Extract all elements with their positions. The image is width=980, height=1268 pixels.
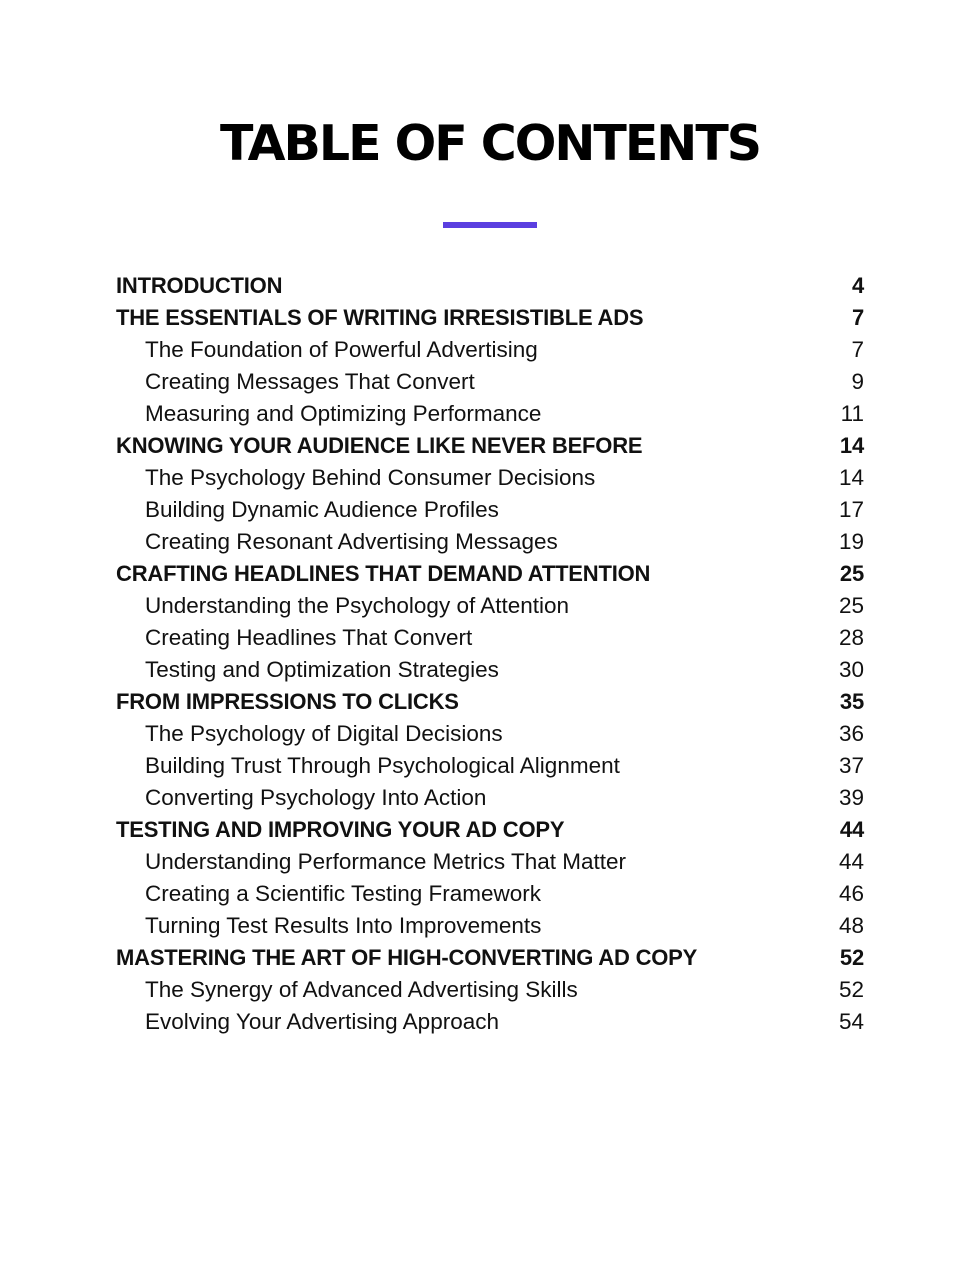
toc-chapter-entry xyxy=(116,430,864,462)
toc-entry-title: Testing and Optimization Strategies xyxy=(145,657,499,682)
toc-section-entry xyxy=(116,718,864,750)
toc-entry-title: TESTING AND IMPROVING YOUR AD COPY xyxy=(116,817,565,842)
toc-section-entry xyxy=(116,974,864,1006)
title-accent-rule xyxy=(443,222,537,228)
toc-entry-title: THE ESSENTIALS OF WRITING IRRESISTIBLE ADS xyxy=(116,305,644,330)
table-of-contents xyxy=(116,270,864,1038)
toc-page-number: 28 xyxy=(838,625,864,650)
toc-page-number: 30 xyxy=(838,657,864,682)
page-title: TABLE OF CONTENTS xyxy=(219,115,761,172)
toc-page-number: 14 xyxy=(839,433,864,458)
toc-section-entry xyxy=(116,366,864,398)
toc-entry-title: Creating Headlines That Convert xyxy=(145,625,473,650)
toc-entry-title: CRAFTING HEADLINES THAT DEMAND ATTENTION xyxy=(116,561,651,586)
toc-entry-title: Creating a Scientific Testing Framework xyxy=(145,881,541,906)
toc-entry-title: FROM IMPRESSIONS TO CLICKS xyxy=(116,689,459,714)
toc-chapter-entry xyxy=(116,558,864,590)
toc-section-entry xyxy=(116,462,864,494)
toc-entry-title: KNOWING YOUR AUDIENCE LIKE NEVER BEFORE xyxy=(116,433,643,458)
toc-entry-title: The Synergy of Advanced Advertising Skills xyxy=(145,977,578,1002)
toc-page-number: 11 xyxy=(840,401,864,426)
toc-page-number: 17 xyxy=(838,497,864,522)
toc-section-entry xyxy=(116,910,864,942)
toc-section-entry xyxy=(116,878,864,910)
toc-entry-title: Creating Resonant Advertising Messages xyxy=(145,529,558,554)
toc-entry-title: Creating Messages That Convert xyxy=(145,369,475,394)
toc-page-number: 39 xyxy=(838,785,864,810)
toc-chapter-entry xyxy=(116,270,864,302)
toc-entry-title: INTRODUCTION xyxy=(116,273,283,298)
toc-page-number: 46 xyxy=(838,881,864,906)
toc-page-number: 37 xyxy=(838,753,864,778)
toc-entry-title: Building Trust Through Psychological Alignment xyxy=(145,753,620,778)
toc-section-entry xyxy=(116,398,864,430)
toc-chapter-entry xyxy=(116,942,864,974)
toc-entry-title: Building Dynamic Audience Profiles xyxy=(145,497,499,522)
toc-page-number: 52 xyxy=(839,945,864,970)
toc-page-number: 7 xyxy=(851,305,864,330)
toc-section-entry xyxy=(116,1006,864,1038)
toc-section-entry xyxy=(116,334,864,366)
toc-entry-title: Understanding the Psychology of Attention xyxy=(145,593,570,618)
toc-section-entry xyxy=(116,846,864,878)
toc-page-number: 9 xyxy=(851,369,864,394)
toc-page-number: 7 xyxy=(851,337,864,362)
toc-section-entry xyxy=(116,590,864,622)
toc-section-entry xyxy=(116,750,864,782)
toc-entry-title: MASTERING THE ART OF HIGH-CONVERTING AD COPY xyxy=(116,945,698,970)
toc-page-number: 25 xyxy=(838,593,864,618)
toc-chapter-entry xyxy=(116,814,864,846)
toc-chapter-entry xyxy=(116,686,864,718)
toc-entry-title: Converting Psychology Into Action xyxy=(145,785,487,810)
toc-entry-title: Evolving Your Advertising Approach xyxy=(145,1009,499,1034)
toc-page-number: 25 xyxy=(839,561,864,586)
toc-page-number: 36 xyxy=(838,721,864,746)
toc-section-entry xyxy=(116,782,864,814)
toc-page-number: 19 xyxy=(838,529,864,554)
toc-section-entry xyxy=(116,494,864,526)
toc-section-entry xyxy=(116,622,864,654)
toc-page-number: 52 xyxy=(838,977,864,1002)
toc-page-number: 48 xyxy=(838,913,864,938)
toc-page-number: 35 xyxy=(839,689,864,714)
toc-entry-title: Understanding Performance Metrics That Matter xyxy=(145,849,627,874)
toc-entry-title: Turning Test Results Into Improvements xyxy=(145,913,542,938)
toc-entry-title: The Psychology Behind Consumer Decisions xyxy=(145,465,596,490)
toc-page-number: 54 xyxy=(838,1009,864,1034)
toc-page-number: 44 xyxy=(839,817,864,842)
toc-entry-title: Measuring and Optimizing Performance xyxy=(145,401,542,426)
toc-chapter-entry xyxy=(116,302,864,334)
toc-entry-title: The Psychology of Digital Decisions xyxy=(145,721,503,746)
toc-section-entry xyxy=(116,526,864,558)
toc-page-number: 4 xyxy=(851,273,864,298)
toc-entry-title: The Foundation of Powerful Advertising xyxy=(145,337,538,362)
toc-section-entry xyxy=(116,654,864,686)
toc-page-number: 44 xyxy=(838,849,864,874)
toc-page-number: 14 xyxy=(838,465,864,490)
